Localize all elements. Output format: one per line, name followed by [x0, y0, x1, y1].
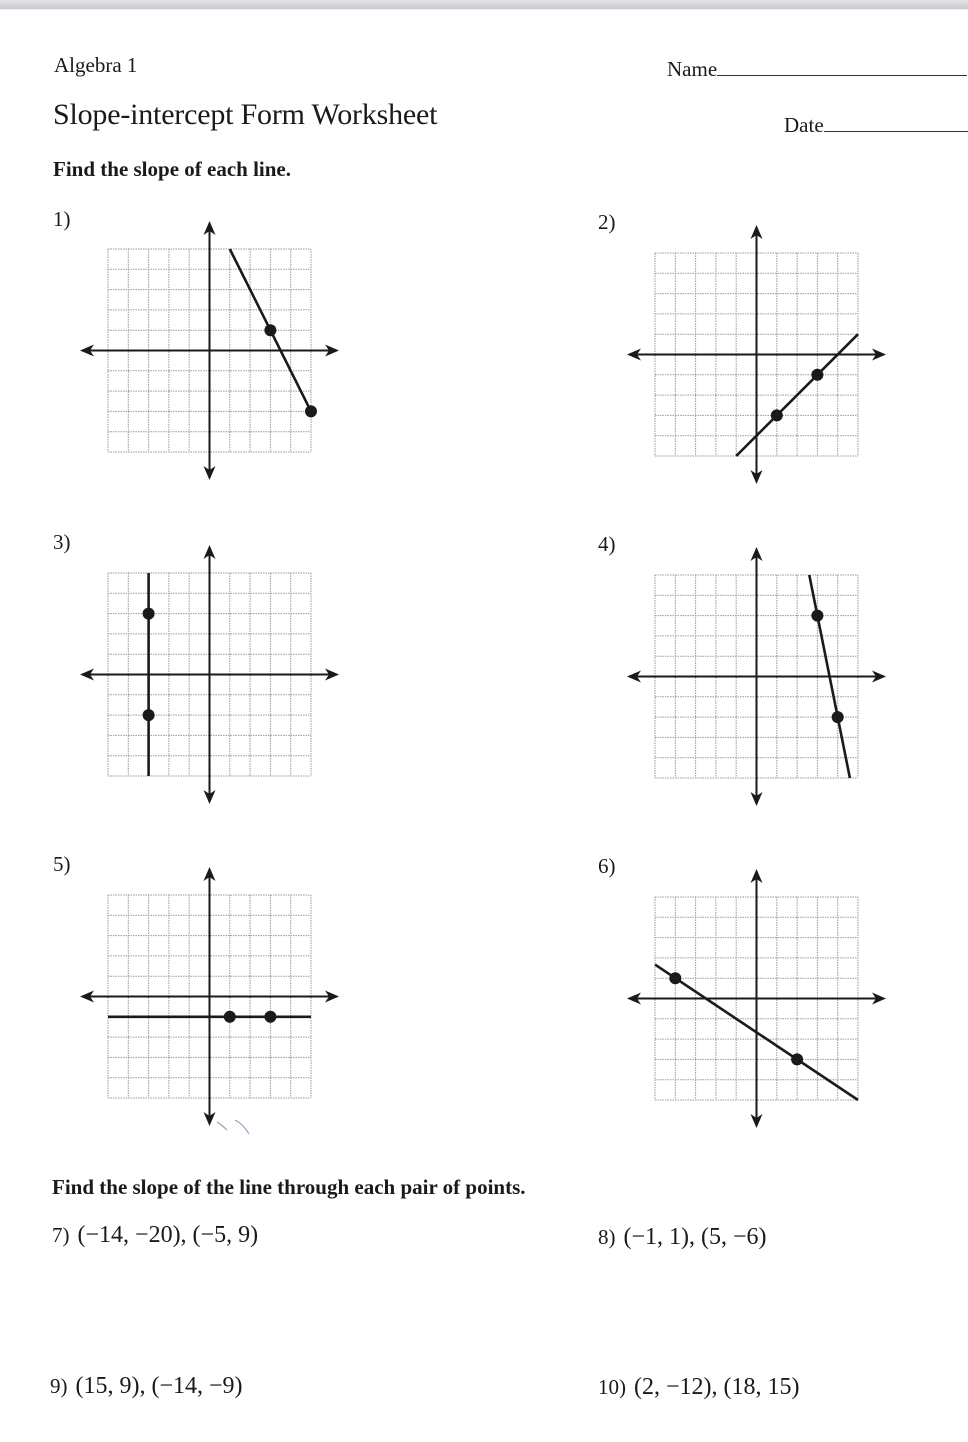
coordinate-plane — [78, 543, 341, 806]
graph-3 — [78, 543, 341, 811]
graph-5 — [78, 865, 341, 1133]
problem-6-label: 6) — [598, 854, 616, 878]
graph-4 — [625, 545, 888, 813]
problem-1-label: 1) — [53, 207, 71, 231]
problem-4-label: 4) — [598, 532, 616, 556]
plotted-point — [832, 711, 844, 723]
problem-10-points: (2, −12), (18, 15) — [634, 1374, 800, 1400]
graph-1 — [78, 219, 341, 487]
problem-9-points: (15, 9), (−14, −9) — [75, 1373, 243, 1399]
date-label: Date — [784, 113, 824, 137]
problem-10-label: 10) — [598, 1375, 626, 1399]
problem-10 — [598, 1374, 800, 1401]
date-field[interactable] — [784, 113, 968, 138]
problem-7-points: (−14, −20), (−5, 9) — [77, 1222, 259, 1248]
plotted-point — [771, 409, 783, 421]
name-field[interactable] — [667, 57, 967, 82]
plotted-point — [791, 1053, 803, 1065]
graph-2 — [625, 223, 888, 491]
problem-9-label: 9) — [50, 1374, 68, 1398]
problem-8-points: (−1, 1), (5, −6) — [623, 1224, 767, 1250]
plotted-point — [264, 324, 276, 336]
name-label: Name — [667, 57, 718, 81]
worksheet-title: Slope-intercept Form Worksheet — [53, 98, 438, 131]
plotted-line — [736, 334, 858, 456]
section1-instruction: Find the slope of each line. — [53, 157, 292, 181]
problem-7-label: 7) — [52, 1223, 70, 1247]
plotted-point — [305, 405, 317, 417]
course-label: Algebra 1 — [54, 53, 138, 77]
plotted-point — [811, 610, 823, 622]
problem-8 — [598, 1224, 767, 1251]
problem-9 — [50, 1373, 243, 1400]
problem-2-label: 2) — [598, 210, 616, 234]
problem-7 — [52, 1222, 258, 1249]
problem-3-label: 3) — [53, 530, 71, 554]
pen-mark — [215, 1118, 255, 1142]
date-blank-line[interactable] — [824, 130, 968, 132]
coordinate-plane — [625, 867, 888, 1130]
coordinate-plane — [78, 865, 341, 1128]
coordinate-plane — [78, 219, 341, 482]
plotted-point — [669, 972, 681, 984]
graph-6 — [625, 867, 888, 1135]
plotted-point — [224, 1011, 236, 1023]
name-blank-line[interactable] — [717, 74, 967, 76]
plotted-point — [143, 608, 155, 620]
plotted-point — [143, 709, 155, 721]
top-bar — [0, 0, 968, 10]
coordinate-plane — [625, 545, 888, 808]
plotted-point — [264, 1011, 276, 1023]
section2-instruction: Find the slope of the line through each pair of points. — [52, 1175, 526, 1199]
coordinate-plane — [625, 223, 888, 486]
problem-8-label: 8) — [598, 1225, 616, 1249]
problem-5-label: 5) — [53, 852, 71, 876]
plotted-point — [811, 369, 823, 381]
